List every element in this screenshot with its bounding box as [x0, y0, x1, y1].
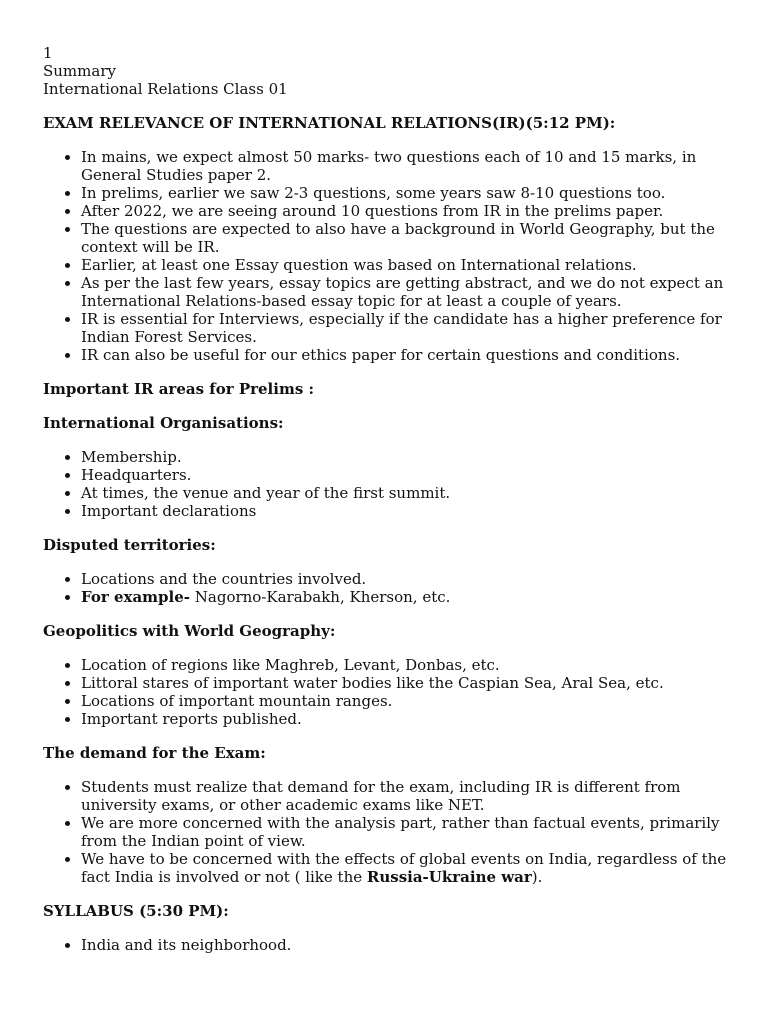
list-item: • At times, the venue and year of the first summit.: [81, 484, 728, 502]
list-item: • Littoral stares of important water bodies like the Caspian Sea, Aral Sea, etc.: [81, 674, 728, 692]
list-item: • The questions are expected to also have a background in World Geography, but the context will be IR.: [81, 220, 728, 256]
list-exam-relevance: [43, 148, 728, 364]
mixed-text-post: ).: [531, 868, 543, 886]
mixed-text-bold: Russia-Ukraine war: [366, 868, 532, 886]
example-label: For example-: [81, 588, 190, 606]
list-item: • In prelims, earlier we saw 2-3 questions, some years saw 8-10 questions too.: [81, 184, 728, 202]
list-item: • Headquarters.: [81, 466, 728, 484]
list-item: • IR is essential for Interviews, especially if the candidate has a higher preference for Indian Forest Services.: [81, 310, 728, 346]
list-item: • We are more concerned with the analysis part, rather than factual events, primarily from the Indian point of view.: [81, 814, 728, 850]
example-text: Nagorno-Karabakh, Kherson, etc.: [190, 588, 451, 606]
document-title: International Relations Class 01: [43, 80, 288, 98]
list-item: • Locations of important mountain ranges.: [81, 692, 728, 710]
heading-syllabus: SYLLABUS (5:30 PM):: [43, 902, 229, 920]
list-item: • Students must realize that demand for the exam, including IR is different from university exams, or other academic exams like NET.: [81, 778, 728, 814]
list-disputed-territories: [43, 570, 728, 606]
list-item: • As per the last few years, essay topics are getting abstract, and we do not expect an International Relations-based essay topic for at least a couple of years.: [81, 274, 728, 310]
list-item: • Membership.: [81, 448, 728, 466]
mixed-text-pre: We have to be concerned with the effects of global events on India, regardless of the fact India is involved or not ( like the: [81, 850, 727, 886]
summary-label: Summary: [43, 62, 116, 80]
heading-disputed-territories: Disputed territories:: [43, 536, 216, 554]
heading-geopolitics: Geopolitics with World Geography:: [43, 622, 336, 640]
list-item: • Locations and the countries involved.: [81, 570, 728, 588]
page-number: 1: [43, 44, 53, 62]
list-item: • After 2022, we are seeing around 10 questions from IR in the prelims paper.: [81, 202, 728, 220]
list-international-organisations: [43, 448, 728, 520]
list-item: [81, 850, 728, 886]
heading-exam-relevance: EXAM RELEVANCE OF INTERNATIONAL RELATIONS(IR)(5:12 PM):: [43, 114, 616, 132]
heading-exam-demand: The demand for the Exam:: [43, 744, 266, 762]
list-item: [81, 588, 728, 606]
list-geopolitics: [43, 656, 728, 728]
list-item: • Important reports published.: [81, 710, 728, 728]
list-item: • Important declarations: [81, 502, 728, 520]
list-item: • India and its neighborhood.: [81, 936, 728, 954]
heading-international-organisations: International Organisations:: [43, 414, 284, 432]
list-item: • Location of regions like Maghreb, Levant, Donbas, etc.: [81, 656, 728, 674]
list-item: • In mains, we expect almost 50 marks- two questions each of 10 and 15 marks, in General Studies paper 2.: [81, 148, 728, 184]
heading-prelims-areas: Important IR areas for Prelims :: [43, 380, 315, 398]
list-item: • IR can also be useful for our ethics paper for certain questions and conditions.: [81, 346, 728, 364]
list-syllabus: [43, 936, 728, 954]
list-item: • Earlier, at least one Essay question was based on International relations.: [81, 256, 728, 274]
list-exam-demand: [43, 778, 728, 886]
